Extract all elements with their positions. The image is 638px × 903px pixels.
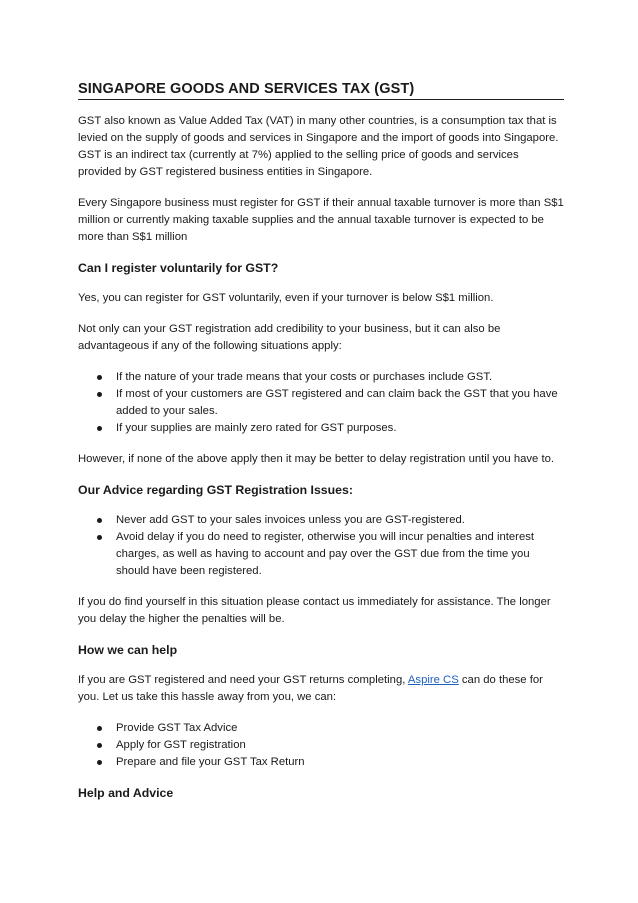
list-item xyxy=(78,386,564,420)
voluntary-paragraph-3: However, if none of the above apply then it may be better to delay registration until you have to. xyxy=(78,453,555,465)
bullet-icon xyxy=(97,375,102,380)
bullet-icon xyxy=(97,726,102,731)
voluntary-paragraph-2: Not only can your GST registration add credibility to your business, but it can also be advantageous if any of the following situations apply: xyxy=(78,323,501,352)
list-item xyxy=(78,754,564,771)
bullet-icon xyxy=(97,743,102,748)
bullet-icon xyxy=(97,426,102,431)
help-paragraph xyxy=(78,672,564,706)
aspire-cs-link[interactable]: Aspire CS xyxy=(407,674,459,686)
list-item xyxy=(78,512,564,529)
list-item-text: If your supplies are mainly zero rated for GST purposes. xyxy=(116,422,397,434)
list-item-text: Avoid delay if you do need to register, otherwise you will incur penalties and interest charges, as well as having to account and pay over the GST due from the time you should have been registered. xyxy=(116,531,535,577)
list-item-text: Never add GST to your sales invoices unless you are GST-registered. xyxy=(116,514,465,526)
list-item xyxy=(78,529,564,580)
intro-paragraph-1: GST also known as Value Added Tax (VAT) in many other countries, is a consumption tax that is levied on the supply of goods and services in Singapore and the import of goods into Singapore. GST is an indirect tax (currently at 7%) applied to the selling price of goods and services provided by GST registered business entities in Singapore. xyxy=(78,115,559,178)
voluntary-heading: Can I register voluntarily for GST? xyxy=(78,261,279,275)
list-item-text: If most of your customers are GST registered and can claim back the GST that you have added to your sales. xyxy=(116,388,558,417)
intro-paragraph-2: Every Singapore business must register for GST if their annual taxable turnover is more than S$1 million or currently making taxable supplies and the annual taxable turnover is expected to be more than S$1 million xyxy=(78,197,564,243)
bullet-icon xyxy=(97,535,102,540)
help-bullet-list xyxy=(78,720,564,771)
help-text-before-link: If you are GST registered and need your GST returns completing, xyxy=(78,674,408,686)
list-item-text: Prepare and file your GST Tax Return xyxy=(116,756,305,768)
voluntary-bullet-list xyxy=(78,369,564,437)
document-title: SINGAPORE GOODS AND SERVICES TAX (GST) xyxy=(78,80,564,100)
list-item xyxy=(78,720,564,737)
list-item-text: Apply for GST registration xyxy=(116,739,246,751)
document-page xyxy=(78,80,564,815)
help-text-after-link: can do these for you. Let us take this hassle away from you, we can: xyxy=(78,674,543,703)
bullet-icon xyxy=(97,518,102,523)
bullet-icon xyxy=(97,760,102,765)
list-item-text: If the nature of your trade means that your costs or purchases include GST. xyxy=(116,371,493,383)
help-heading: How we can help xyxy=(78,643,178,657)
list-item xyxy=(78,369,564,386)
list-item-text: Provide GST Tax Advice xyxy=(116,722,238,734)
advice-bullet-list xyxy=(78,512,564,580)
help-and-advice-heading: Help and Advice xyxy=(78,786,174,800)
advice-paragraph: If you do find yourself in this situation please contact us immediately for assistance. The longer you delay the higher the penalties will be. xyxy=(78,596,551,625)
bullet-icon xyxy=(97,392,102,397)
list-item xyxy=(78,737,564,754)
voluntary-paragraph-1: Yes, you can register for GST voluntarily, even if your turnover is below S$1 million. xyxy=(78,292,494,304)
advice-heading: Our Advice regarding GST Registration Issues: xyxy=(78,483,353,497)
list-item xyxy=(78,420,564,437)
